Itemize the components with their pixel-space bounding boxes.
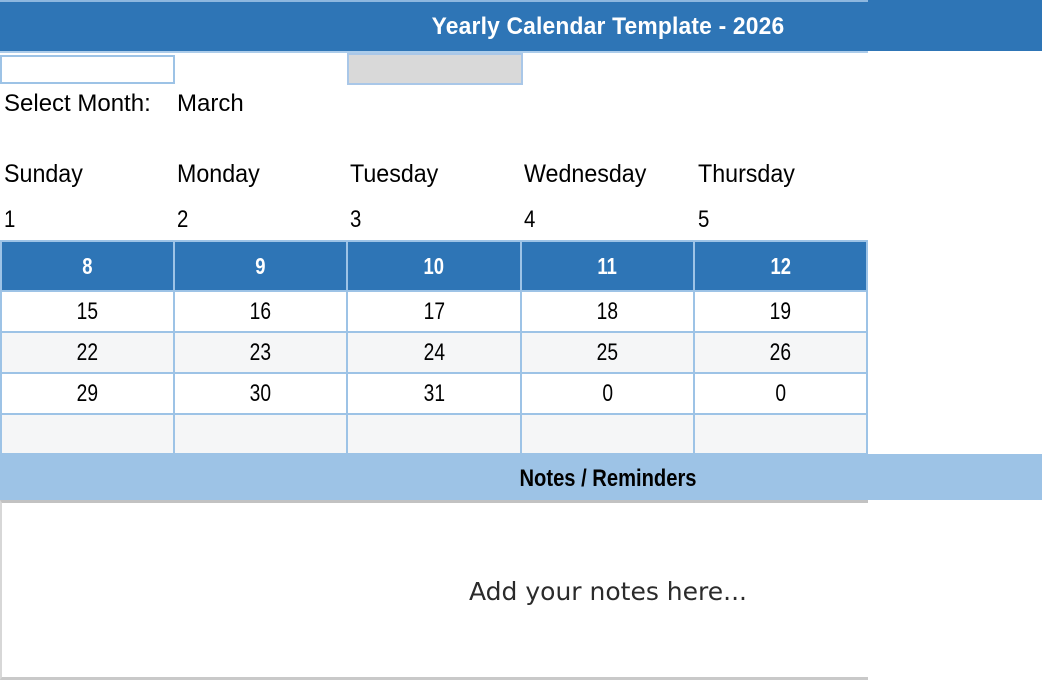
day-cell-31[interactable]: 31 [348,374,519,413]
day-cell-12[interactable]: 12 [695,242,866,290]
day-header-wednesday: Wednesday [524,160,647,188]
day-cell-15[interactable]: 15 [2,292,173,331]
day-cell-4[interactable]: 4 [524,206,536,233]
empty-cell[interactable] [522,415,693,453]
notes-header: Notes / Reminders [519,465,697,492]
day-cell-3[interactable]: 3 [350,206,362,233]
day-cell-0a[interactable]: 0 [522,374,693,413]
day-header-tuesday: Tuesday [350,160,439,188]
day-cell-30[interactable]: 30 [175,374,346,413]
day-cell-11[interactable]: 11 [522,242,693,290]
calendar-grid [0,240,868,455]
day-cell-9[interactable]: 9 [175,242,346,290]
selected-month-value: March [177,90,244,117]
day-cell-26[interactable]: 26 [695,333,866,372]
day-header-sunday: Sunday [4,160,83,188]
day-header-monday: Monday [177,160,260,188]
day-cell-25[interactable]: 25 [522,333,693,372]
day-cell-0b[interactable]: 0 [695,374,866,413]
day-cell-1[interactable]: 1 [4,206,16,233]
day-cell-16[interactable]: 16 [175,292,346,331]
day-header-thursday: Thursday [698,160,795,188]
day-cell-19[interactable]: 19 [695,292,866,331]
empty-cell[interactable] [695,415,866,453]
day-cell-22[interactable]: 22 [2,333,173,372]
notes-placeholder: Add your notes here... [469,577,747,606]
day-cell-5[interactable]: 5 [698,206,710,233]
title-bar-accent-top [0,0,868,2]
day-cell-23[interactable]: 23 [175,333,346,372]
day-cell-17[interactable]: 17 [348,292,519,331]
page-title: Yearly Calendar Template - 2026 [431,13,785,40]
day-cell-29[interactable]: 29 [2,374,173,413]
day-cell-8[interactable]: 8 [2,242,173,290]
empty-cell[interactable] [175,415,346,453]
empty-cell[interactable] [348,415,519,453]
day-cell-10[interactable]: 10 [348,242,519,290]
day-cell-18[interactable]: 18 [522,292,693,331]
month-dropdown-box[interactable] [347,53,523,85]
select-month-label: Select Month: [4,90,151,117]
day-cell-2[interactable]: 2 [177,206,189,233]
month-input-box[interactable] [0,55,175,84]
empty-cell[interactable] [2,415,173,453]
day-cell-24[interactable]: 24 [348,333,519,372]
